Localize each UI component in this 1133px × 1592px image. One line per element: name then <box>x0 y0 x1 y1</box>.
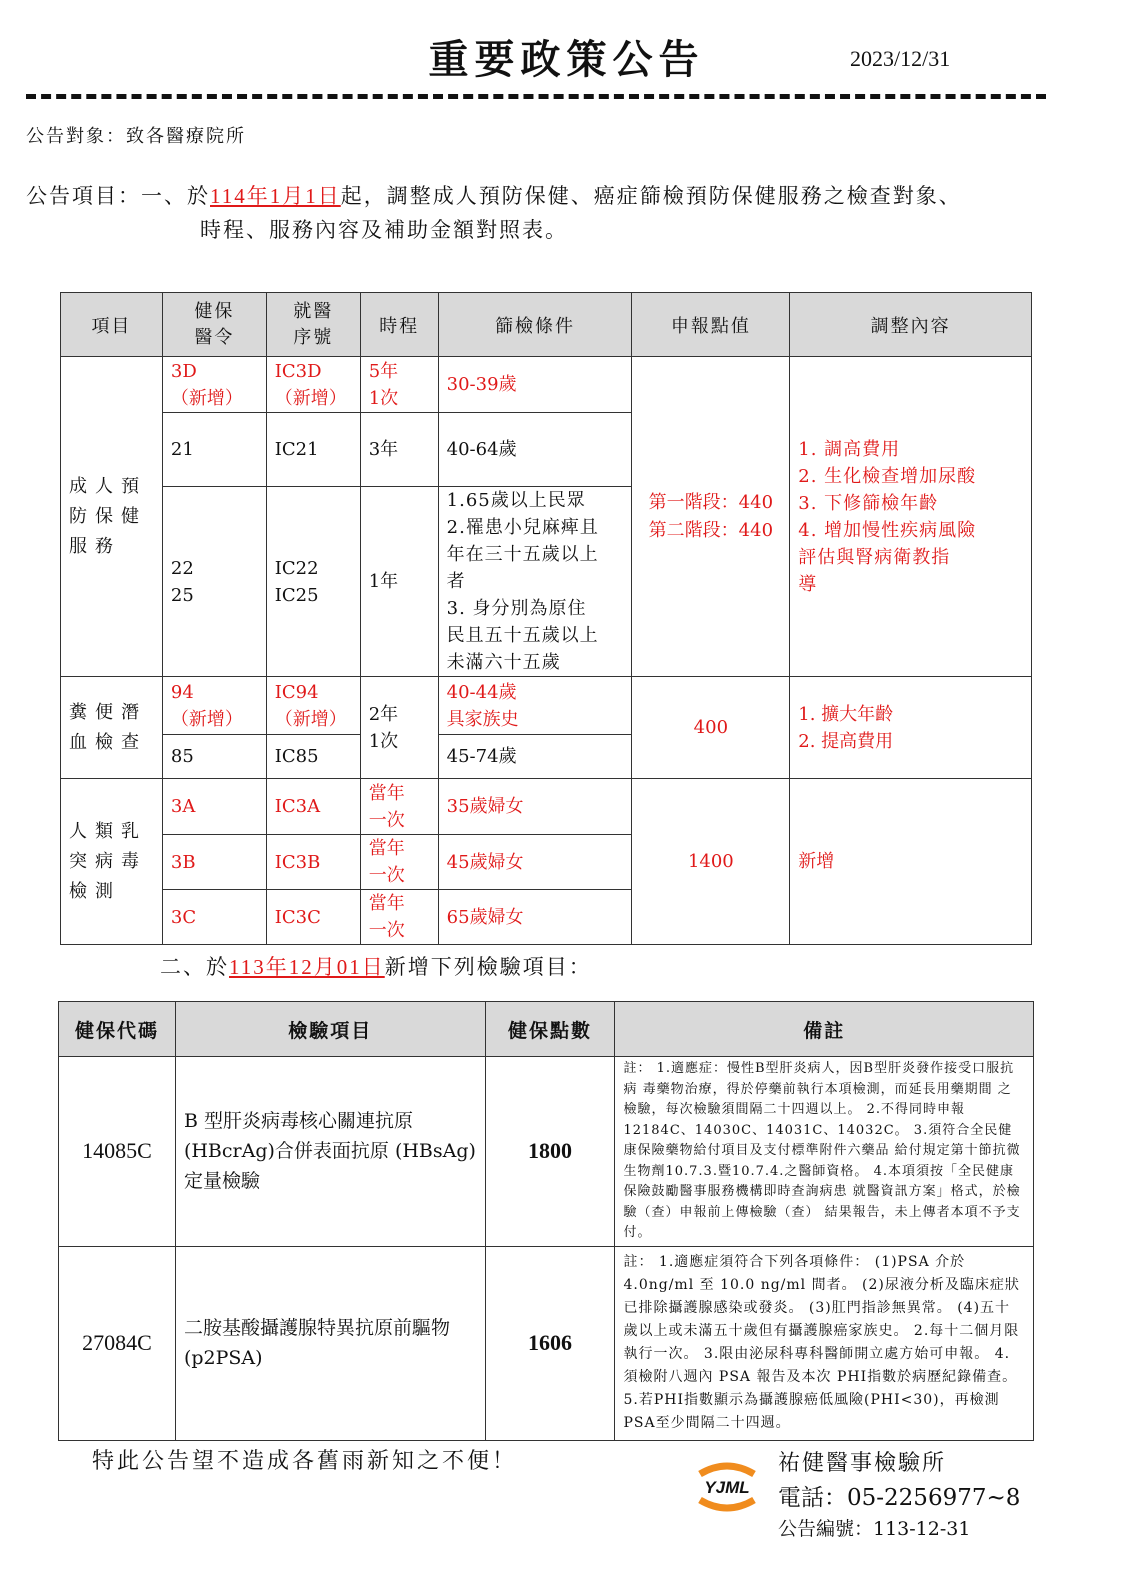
cell-adjust: 新增 <box>790 779 1032 945</box>
new-tests-table <box>58 1001 1034 1441</box>
th-condition: 篩檢條件 <box>438 293 632 357</box>
cell-serial: IC3C <box>266 890 360 945</box>
cell-serial: IC94 （新增） <box>266 677 360 735</box>
cell-serial: IC3A <box>266 779 360 835</box>
cell-adjust: 1. 調高費用 2. 生化檢查增加尿酸 3. 下修篩檢年齡 4. 增加慢性疾病風險 評估與腎病衛教指 導 <box>790 357 1032 677</box>
cell-points: 1400 <box>632 779 790 945</box>
cell-note: 註： 1.適應症須符合下列各項條件： (1)PSA 介於4.0ng/ml 至 10.0 ng/ml 間者。 (2)尿液分析及臨床症狀已排除攝護腺感染或發炎。 (3)肛門指診無異常。 (4)五十歲以上或未滿五十歲但有攝護腺癌家族史。 2.每十二個月限執行一次。 3.限由泌尿科專科醫師開立處方始可申報。 4.須檢附八週內 PSA 報告及本次 PHI指數於病歷紀錄備查。 5.若PHI指數顯示為攝護腺癌低風險(PHI<30)，再檢測PSA至少間隔二十四週。 <box>615 1246 1034 1440</box>
cell-serial: IC22 IC25 <box>266 487 360 677</box>
lab-logo <box>692 1460 762 1514</box>
cell-condition: 35歲婦女 <box>438 779 632 835</box>
cell-condition: 30-39歲 <box>438 357 632 413</box>
cell-schedule: 當年 一次 <box>360 890 438 945</box>
cell-adjust: 1. 擴大年齡 2. 提高費用 <box>790 677 1032 779</box>
th-adjust: 調整內容 <box>790 293 1032 357</box>
cell-order: 3A <box>162 779 266 835</box>
announcement-item-2 <box>160 951 592 981</box>
item2-prefix: 二、於 <box>160 955 229 979</box>
lab-name: 祐健醫事檢驗所 <box>778 1451 947 1476</box>
cell-serial: IC21 <box>266 413 360 487</box>
cell-condition: 45歲婦女 <box>438 835 632 890</box>
th-order: 健保 醫令 <box>162 293 266 357</box>
th-note: 備註 <box>615 1002 1034 1057</box>
item1-date: 114年1月1日 <box>210 184 341 208</box>
item2-date: 113年12月01日 <box>229 955 385 979</box>
cell-order: 3B <box>162 835 266 890</box>
item1-line2: 時程、服務內容及補助金額對照表。 <box>200 218 568 242</box>
cell-serial: IC85 <box>266 735 360 779</box>
announcement-date: 2023/12/31 <box>850 46 951 71</box>
table-row <box>59 1057 1034 1247</box>
cell-schedule: 當年 一次 <box>360 835 438 890</box>
cell-exam: 二胺基酸攝護腺特異抗原前驅物 (p2PSA) <box>175 1246 485 1440</box>
table-row <box>61 357 1032 413</box>
group-name: 人類乳 突病毒 檢測 <box>61 779 163 945</box>
logo-text: YJML <box>704 1478 750 1497</box>
cell-schedule: 5年 1次 <box>360 357 438 413</box>
cell-order: 3C <box>162 890 266 945</box>
th-points: 申報點值 <box>632 293 790 357</box>
cell-points: 1606 <box>485 1246 615 1440</box>
cell-points: 第一階段：440 第二階段：440 <box>632 357 790 677</box>
cell-order: 22 25 <box>162 487 266 677</box>
cell-code: 27084C <box>59 1246 176 1440</box>
cell-order: 21 <box>162 413 266 487</box>
cell-note: 註： 1.適應症：慢性B型肝炎病人，因B型肝炎發作接受口服抗病 毒藥物治療，得於停藥前執行本項檢測，而延長用藥期間 之檢驗，每次檢驗須間隔二十四週以上。 2.不得同時申報12184C、14030C、14031C、14032C。 3.須符合全民健康保險藥物給付項目及支付標準附件六藥品 給付規定第十節抗微生物劑10.7.3.暨10.7.4.之醫師資格。 4.本項須按「全民健康保險鼓勵醫事服務機構即時查詢病患 就醫資訊方案」格式，於檢驗（查）申報前上傳檢驗（查） 結果報告，未上傳者本項不予支付。 <box>615 1057 1034 1247</box>
th-serial: 就醫 序號 <box>266 293 360 357</box>
table-row <box>61 779 1032 835</box>
cell-serial: IC3B <box>266 835 360 890</box>
item2-rest: 新增下列檢驗項目： <box>384 955 592 979</box>
th-schedule: 時程 <box>360 293 438 357</box>
page-title: 重要政策公告 <box>428 36 705 83</box>
announcement-item-1 <box>26 179 962 247</box>
cell-schedule: 當年 一次 <box>360 779 438 835</box>
cell-exam: B 型肝炎病毒核心關連抗原 (HBcrAg)合併表面抗原 (HBsAg) 定量檢驗 <box>175 1057 485 1247</box>
cell-order: 3D （新增） <box>162 357 266 413</box>
closing-text: 特此公告望不造成各舊雨新知之不便！ <box>92 1449 518 1474</box>
item1-prefix: 公告項目：一、於 <box>26 184 210 208</box>
cell-condition: 45-74歲 <box>438 735 632 779</box>
cell-schedule: 3年 <box>360 413 438 487</box>
cell-condition: 40-64歲 <box>438 413 632 487</box>
table-row <box>61 677 1032 735</box>
cell-condition: 65歲婦女 <box>438 890 632 945</box>
cell-order: 94 （新增） <box>162 677 266 735</box>
cell-points: 400 <box>632 677 790 779</box>
th-code: 健保代碼 <box>59 1002 176 1057</box>
adjustment-table <box>60 292 1032 945</box>
cell-schedule: 1年 <box>360 487 438 677</box>
group-name: 成人預 防保健 服務 <box>61 357 163 677</box>
notice-number: 公告編號：113-12-31 <box>778 1518 971 1540</box>
cell-schedule: 2年 1次 <box>360 677 438 779</box>
th-points: 健保點數 <box>485 1002 615 1057</box>
cell-code: 14085C <box>59 1057 176 1247</box>
group-name: 糞便潛 血檢查 <box>61 677 163 779</box>
table-row <box>59 1246 1034 1440</box>
cell-serial: IC3D （新增） <box>266 357 360 413</box>
lab-phone: 電話：05-2256977~8 <box>778 1485 1021 1511</box>
item1-rest: 起，調整成人預防保健、癌症篩檢預防保健服務之檢查對象、 <box>340 184 962 208</box>
cell-points: 1800 <box>485 1057 615 1247</box>
dashed-divider <box>26 94 1046 99</box>
cell-condition: 40-44歲 具家族史 <box>438 677 632 735</box>
th-item: 項目 <box>61 293 163 357</box>
th-exam: 檢驗項目 <box>175 1002 485 1057</box>
cell-condition: 1.65歲以上民眾 2.罹患小兒麻痺且 年在三十五歲以上 者 3. 身分別為原住 民且五十五歲以上 未滿六十五歲 <box>438 487 632 677</box>
announcement-target: 公告對象：致各醫療院所 <box>26 126 246 147</box>
cell-order: 85 <box>162 735 266 779</box>
